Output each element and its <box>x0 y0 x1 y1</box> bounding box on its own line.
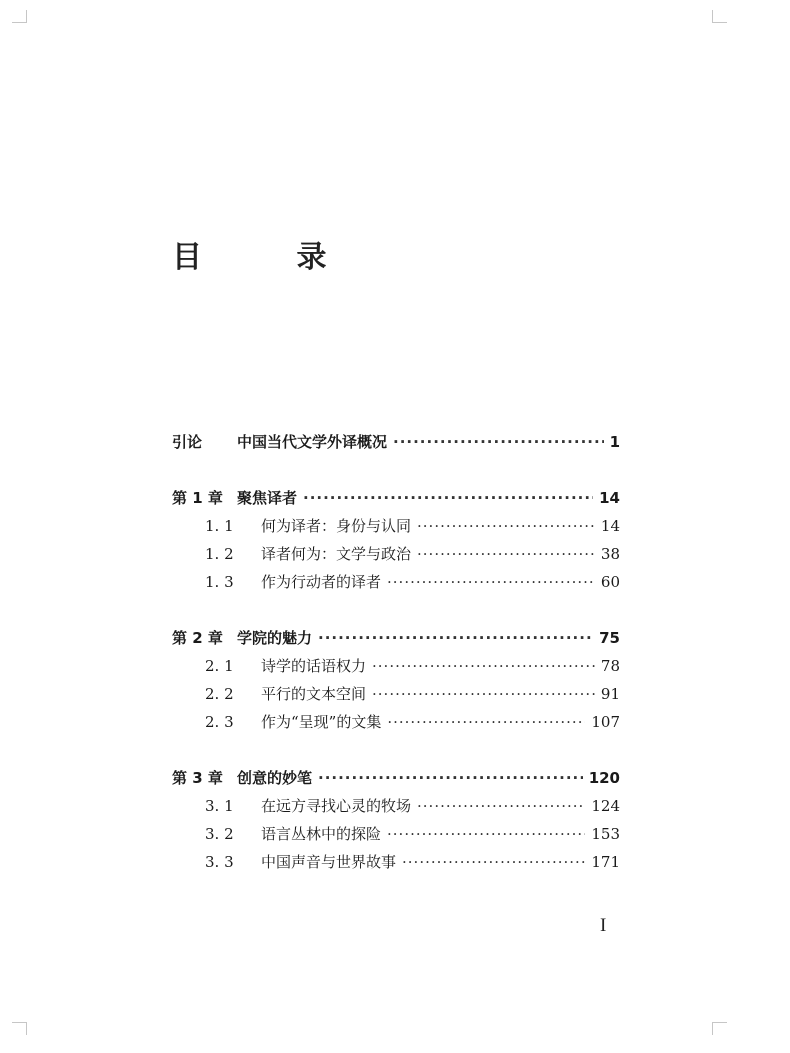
section-gap <box>172 456 620 484</box>
section-title: 译者何为：文学与政治 <box>261 545 412 563</box>
leader-dots <box>387 708 585 736</box>
table-of-contents <box>172 428 620 876</box>
leader-dots <box>417 540 595 568</box>
section-page: 171 <box>591 853 620 871</box>
chapter-page: 14 <box>599 489 620 507</box>
leader-dots <box>402 848 585 876</box>
leader-dots <box>303 484 593 512</box>
section-number: 3. 1 <box>205 797 234 815</box>
chapter-title: 创意的妙笔 <box>237 769 313 787</box>
chapter-page: 120 <box>588 769 620 787</box>
section-title: 作为行动者的译者 <box>261 573 382 591</box>
section-title: 何为译者：身份与认同 <box>261 517 412 535</box>
section-page: 78 <box>600 657 620 675</box>
leader-dots <box>372 652 595 680</box>
crop-mark-top-left <box>12 10 27 23</box>
chapter-number: 第 1 章 <box>172 489 223 507</box>
leader-dots <box>417 792 585 820</box>
section-title: 在远方寻找心灵的牧场 <box>261 797 412 815</box>
toc-section-1-2[interactable] <box>172 540 620 568</box>
leader-dots <box>318 624 593 652</box>
leader-dots <box>417 512 595 540</box>
section-page: 38 <box>600 545 620 563</box>
section-title: 诗学的话语权力 <box>261 657 367 675</box>
toc-section-2-1[interactable] <box>172 652 620 680</box>
section-title: 语言丛林中的探险 <box>261 825 382 843</box>
chapter-number: 第 3 章 <box>172 769 223 787</box>
chapter-title: 聚焦译者 <box>237 489 298 507</box>
page-folio: I <box>600 915 607 936</box>
section-number: 2. 3 <box>205 713 234 731</box>
page-title: 目 录 <box>172 240 369 275</box>
leader-dots <box>387 568 595 596</box>
toc-intro-title: 中国当代文学外译概况 <box>237 433 388 451</box>
section-title: 平行的文本空间 <box>261 685 367 703</box>
toc-section-1-1[interactable] <box>172 512 620 540</box>
section-page: 124 <box>591 797 620 815</box>
section-page: 153 <box>591 825 620 843</box>
section-page: 107 <box>591 713 620 731</box>
toc-section-1-3[interactable] <box>172 568 620 596</box>
chapter-title: 学院的魅力 <box>237 629 313 647</box>
section-number: 2. 2 <box>205 685 234 703</box>
leader-dots <box>387 820 585 848</box>
chapter-page: 75 <box>599 629 620 647</box>
section-number: 1. 3 <box>205 573 234 591</box>
section-title: 中国声音与世界故事 <box>261 853 397 871</box>
section-page: 91 <box>600 685 620 703</box>
toc-section-3-3[interactable] <box>172 848 620 876</box>
crop-mark-bottom-right <box>712 1022 727 1035</box>
toc-section-3-1[interactable] <box>172 792 620 820</box>
section-gap <box>172 596 620 624</box>
toc-intro-page: 1 <box>609 433 620 451</box>
toc-intro-label: 引论 <box>172 433 203 451</box>
crop-mark-bottom-left <box>12 1022 27 1035</box>
section-number: 2. 1 <box>205 657 234 675</box>
section-number: 3. 2 <box>205 825 234 843</box>
toc-chapter-3[interactable] <box>172 764 620 792</box>
section-gap <box>172 736 620 764</box>
toc-section-2-2[interactable] <box>172 680 620 708</box>
chapter-number: 第 2 章 <box>172 629 223 647</box>
section-page: 14 <box>600 517 620 535</box>
section-page: 60 <box>600 573 620 591</box>
leader-dots <box>393 428 604 456</box>
leader-dots <box>318 764 583 792</box>
crop-mark-top-right <box>712 10 727 23</box>
section-title: 作为“呈现”的文集 <box>261 713 382 731</box>
toc-section-3-2[interactable] <box>172 820 620 848</box>
leader-dots <box>372 680 595 708</box>
section-number: 1. 1 <box>205 517 234 535</box>
section-number: 1. 2 <box>205 545 234 563</box>
toc-intro[interactable] <box>172 428 620 456</box>
toc-chapter-1[interactable] <box>172 484 620 512</box>
toc-section-2-3[interactable] <box>172 708 620 736</box>
section-number: 3. 3 <box>205 853 234 871</box>
toc-chapter-2[interactable] <box>172 624 620 652</box>
